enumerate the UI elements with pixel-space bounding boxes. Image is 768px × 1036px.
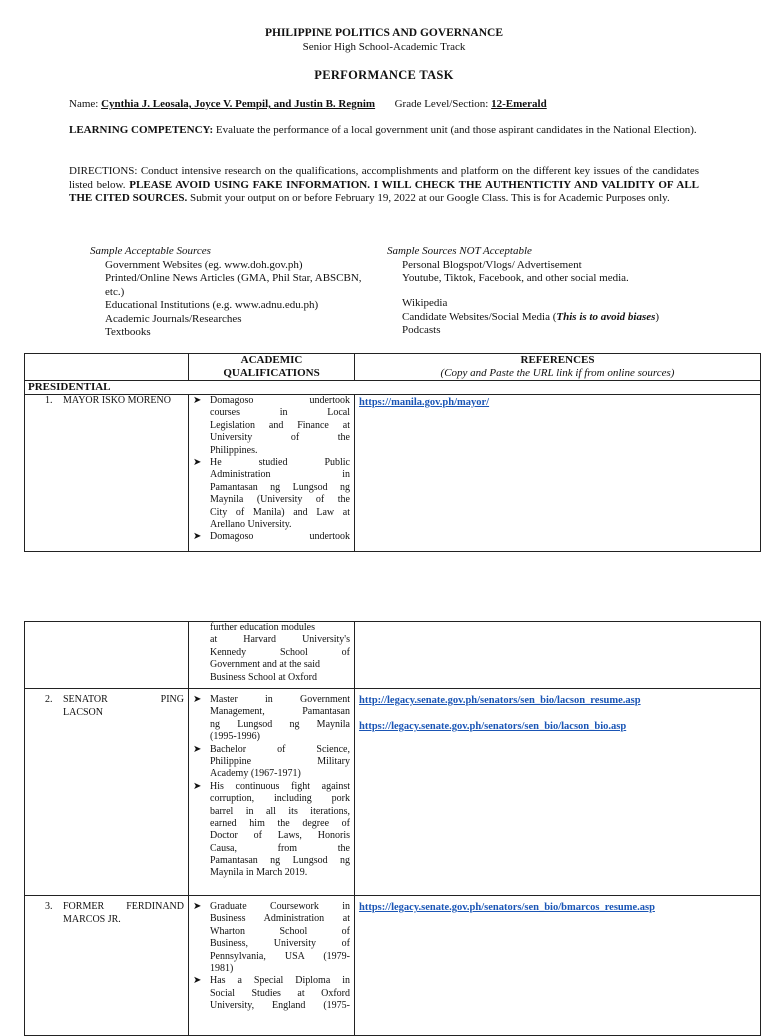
grade-label: Grade Level/Section: — [394, 98, 489, 110]
task-heading: PERFORMANCE TASK — [314, 68, 454, 82]
reference-link[interactable]: https://legacy.senate.gov.ph/senators/sen_bio/lacson_bio.asp — [359, 721, 627, 732]
acceptable-item: etc.) — [105, 285, 125, 298]
table-row — [25, 395, 761, 552]
qualifications-cell: ➤ Graduate Coursework in Business Administration at Wharton School of Business, University of Pennsylvania, USA (1979- 1981) ➤ Has a Special Diploma in Social Studies at Oxford University, England (1975- — [189, 896, 355, 1036]
references-header: REFERENCES (Copy and Paste the URL link if from online sources) — [355, 354, 761, 381]
reference-link[interactable]: http://legacy.senate.gov.ph/senators/sen_bio/lacson_resume.asp — [359, 695, 641, 706]
not-acceptable-sources — [387, 245, 659, 338]
references-cell — [355, 689, 761, 896]
qualifications-cell: ➤ Domagoso undertook courses in Local Legislation and Finance at University of the Philippines. ➤ He studied Public Administration in Pamantasan ng Lungsod ng Maynila (University of the City of Manila) and Law at Arellano University. ➤ Domagoso undertook — [189, 395, 355, 552]
section-row — [25, 381, 761, 395]
qualifications-cell: ➤ Master in Government Management, Pamantasan ng Lungsod ng Maynila (1995-1996) ➤ Bachelor of Science, Philippine Military Academy (1967-1971) ➤ His continuous fight against corruption, including pork barrel in all its iterations, earned him the degree of Doctor of Laws, Honoris Causa, from the Pamantasan ng Lungsod ng Maynila in March 2019. — [189, 689, 355, 896]
references-cell — [355, 896, 761, 1036]
acceptable-sources — [90, 245, 362, 340]
table-row — [25, 689, 761, 896]
student-names: Cynthia J. Leosala, Joyce V. Pempil, and Justin B. Regnim — [101, 98, 376, 110]
qualifications-header: ACADEMIC QUALIFICATIONS — [189, 354, 355, 381]
arrowhead-bullet-icon: ➤ — [193, 901, 202, 912]
arrowhead-bullet-icon: ➤ — [193, 694, 202, 705]
acceptable-item: Government Websites (eg. www.doh.gov.ph) — [105, 258, 303, 271]
directions — [69, 165, 699, 206]
reference-link[interactable]: https://legacy.senate.gov.ph/senators/sen_bio/bmarcos_resume.asp — [359, 902, 655, 913]
section-label: PRESIDENTIAL — [25, 381, 761, 395]
arrowhead-bullet-icon: ➤ — [193, 780, 202, 792]
competency-label: LEARNING COMPETENCY: — [69, 124, 214, 136]
table-row — [25, 622, 761, 689]
arrowhead-bullet-icon: ➤ — [193, 531, 202, 543]
acceptable-heading: Sample Acceptable Sources — [90, 245, 211, 257]
not-acceptable-item: Wikipedia — [402, 297, 448, 309]
acceptable-item: Educational Institutions (e.g. www.adnu.edu.ph) — [105, 299, 319, 311]
not-acceptable-item: Candidate Websites/Social Media (This is to avoid biases) — [402, 310, 660, 323]
candidate-cell: 3. FORMER FERDINAND MARCOS JR. — [25, 896, 189, 1036]
document-title: PHILIPPINE POLITICS AND GOVERNANCE — [264, 27, 504, 39]
references-cell — [355, 395, 761, 552]
arrowhead-bullet-icon: ➤ — [193, 456, 202, 468]
name-line — [69, 98, 547, 110]
arrowhead-bullet-icon: ➤ — [193, 975, 202, 987]
candidates-table-continued — [24, 621, 761, 1036]
document-subtitle: Senior High School-Academic Track — [302, 41, 466, 53]
competency-text: Evaluate the performance of a local government unit (and those aspirant candidates in the National Election). — [213, 124, 697, 136]
directions-deadline: Submit your output on or before February 19, 2022 at our Google Class. This is for Academic Purposes only. — [187, 192, 670, 204]
candidate-cell: 1. MAYOR ISKO MORENO — [25, 395, 189, 552]
not-acceptable-item: Youtube, Tiktok, Facebook, and other social media. — [402, 272, 629, 284]
directions-warning: PLEASE AVOID USING FAKE INFORMATION. I WILL CHECK THE AUTHENTICTIY AND VALIDITY OF ALL THE CITED SOURCES. — [69, 178, 699, 204]
acceptable-item: Academic Journals/Researches — [105, 312, 242, 325]
not-acceptable-heading: Sample Sources NOT Acceptable — [387, 245, 532, 257]
arrowhead-bullet-icon: ➤ — [193, 743, 202, 755]
candidate-name: SENATOR PING — [63, 694, 184, 705]
qualifications-cell: further education modules at Harvard University's Kennedy School of Government and at the said Business School at Oxford — [189, 622, 355, 689]
name-label: Name: — [69, 98, 99, 110]
acceptable-item: Printed/Online News Articles (GMA, Phil Star, ABSCBN, — [105, 272, 362, 284]
candidate-name: FORMER FERDINAND — [63, 901, 184, 912]
directions-text: DIRECTIONS: Conduct intensive research on the qualifications, accomplishments and platform on the different key issues of the candidates listed below. — [69, 165, 699, 191]
reference-link[interactable]: https://manila.gov.ph/mayor/ — [359, 397, 490, 408]
learning-competency — [69, 124, 699, 138]
table-row — [25, 896, 761, 1036]
candidate-name: MAYOR ISKO MORENO — [63, 395, 171, 406]
table-header-row — [25, 354, 761, 381]
not-acceptable-item: Podcasts — [402, 324, 441, 336]
not-acceptable-item: Personal Blogspot/Vlogs/ Advertisement — [402, 258, 582, 271]
section-value: 12-Emerald — [491, 98, 547, 110]
candidates-table — [24, 353, 761, 552]
arrowhead-bullet-icon: ➤ — [193, 395, 202, 406]
candidate-cell: 2. SENATOR PING LACSON — [25, 689, 189, 896]
acceptable-item: Textbooks — [105, 326, 151, 338]
